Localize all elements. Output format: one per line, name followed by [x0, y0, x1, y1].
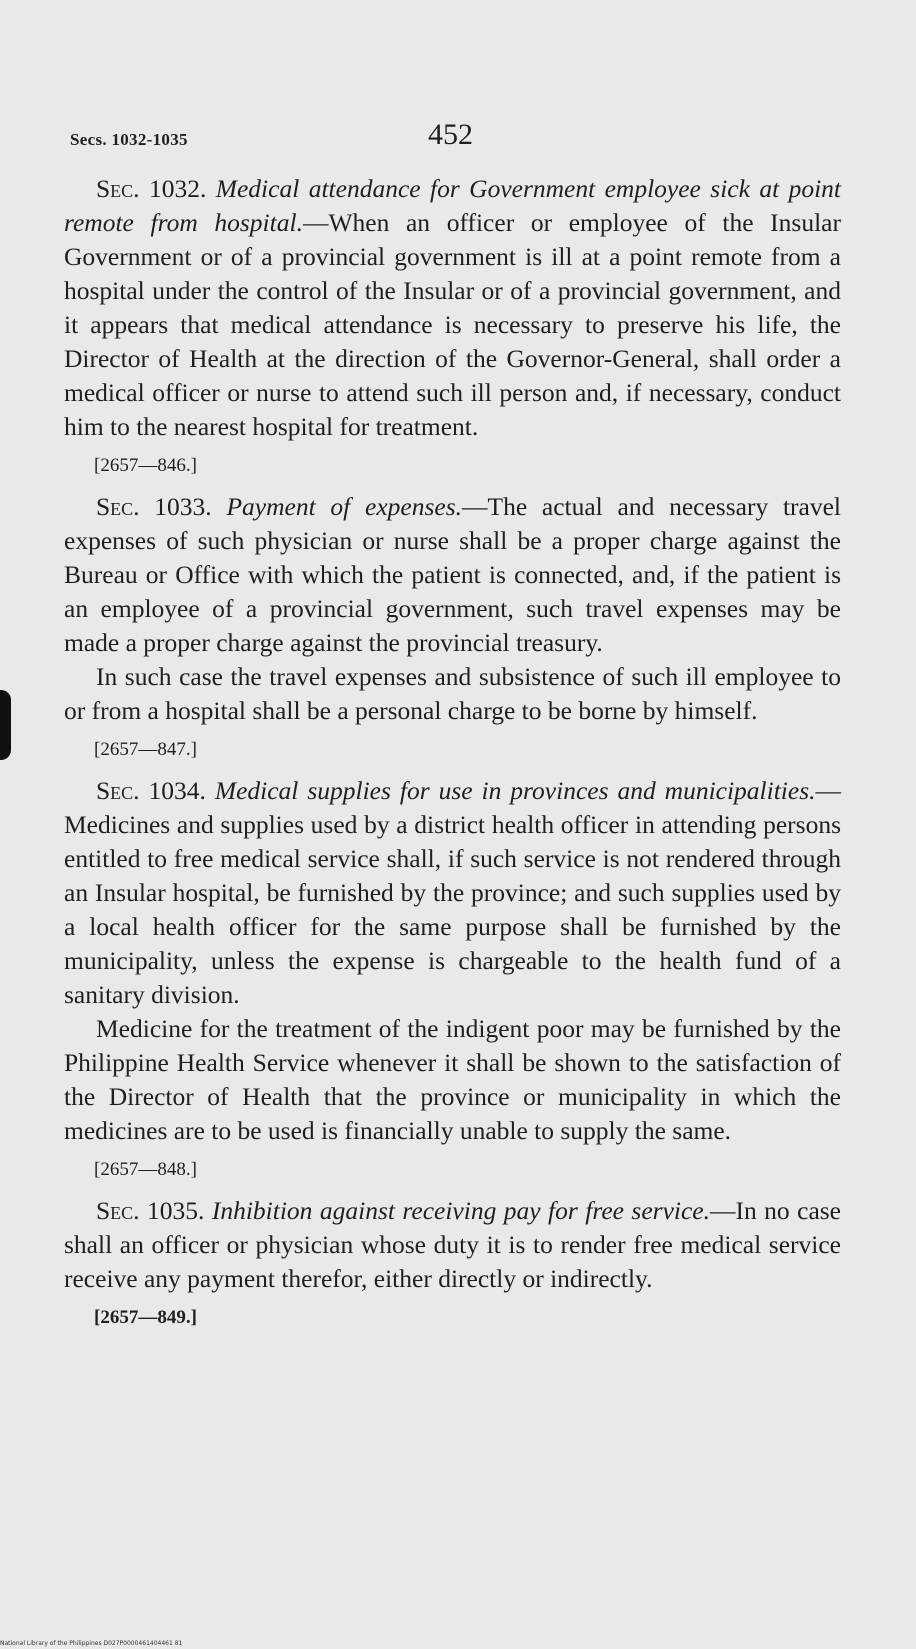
section-1033-paragraph-2: In such case the travel expenses and subsistence of such ill employee to or from a hospital shall be a personal charge to be borne by himself.	[64, 662, 841, 725]
footer-credit: National Library of the Philippines D027P0000461404461 81	[0, 1640, 183, 1647]
running-head: Secs. 1032-1035	[70, 130, 188, 149]
section-1033-citation: [2657—847.]	[94, 739, 197, 760]
section-1034-text-1: —Medicines and supplies used by a district health officer in attending persons entitled to free medical service shall, if such service is not rendered through an Insular hospital, be furnished by the province; and such supplies used by a local health officer for the same purpose shall be furnished by the municipality, unless the expense is chargeable to the health fund of a sanitary division.	[64, 776, 842, 1009]
page-edge-mark	[0, 690, 11, 760]
section-1033-text-1: —The actual and necessary travel expenses of such physician or nurse shall be a proper charge against the Bureau or Office with which the patient is connected, and, if the patient is an employee of a provincial government, such travel expenses may be made a proper charge against the provincial treasury.	[64, 492, 842, 657]
section-1035-paragraph-1	[64, 1194, 841, 1296]
section-1032-citation: [2657—846.]	[94, 455, 197, 476]
section-1033-paragraph-1	[64, 490, 841, 660]
section-1032-paragraph-1	[64, 172, 841, 444]
section-1035-title: Inhibition against receiving pay for free service.	[211, 1196, 710, 1225]
section-1035-text-1: —In no case shall an officer or physician whose duty it is to render free medical service receive any payment therefor, either directly or indirectly.	[64, 1196, 842, 1293]
section-1034-citation: [2657—848.]	[94, 1159, 197, 1180]
section-1035-label: Sec. 1035.	[96, 1196, 205, 1225]
section-1034-label: Sec. 1034.	[96, 776, 206, 805]
section-1034-paragraph-2: Medicine for the treatment of the indigent poor may be furnished by the Philippine Health Service whenever it shall be shown to the satisfaction of the Director of Health that the province or municipality in which the medicines are to be used is financially unable to supply the same.	[64, 1014, 841, 1145]
page-body	[64, 172, 841, 1342]
section-1032-label: Sec. 1032.	[96, 174, 207, 203]
section-1032-title: Medical attendance for Government employee sick at point remote from hospital.	[64, 174, 841, 237]
section-1034-paragraph-1	[64, 774, 841, 1012]
section-1032-text-1: —When an officer or employee of the Insular Government or of a provincial government is ill at a point remote from a hospital under the control of the Insular or of a provincial government, and it appears that medical attendance is necessary to preserve his life, the Director of Health at the direction of the Governor-General, shall order a medical officer or nurse to attend such ill person and, if necessary, conduct him to the nearest hospital for treatment.	[64, 208, 841, 441]
section-1035-citation: [2657—849.]	[94, 1307, 197, 1328]
page-header	[70, 118, 856, 158]
section-1033-title: Payment of expenses.	[226, 492, 462, 521]
page-number: 452	[428, 118, 473, 151]
section-1033-label: Sec. 1033.	[96, 492, 212, 521]
section-1034-title: Medical supplies for use in provinces and municipalities.	[214, 776, 816, 805]
